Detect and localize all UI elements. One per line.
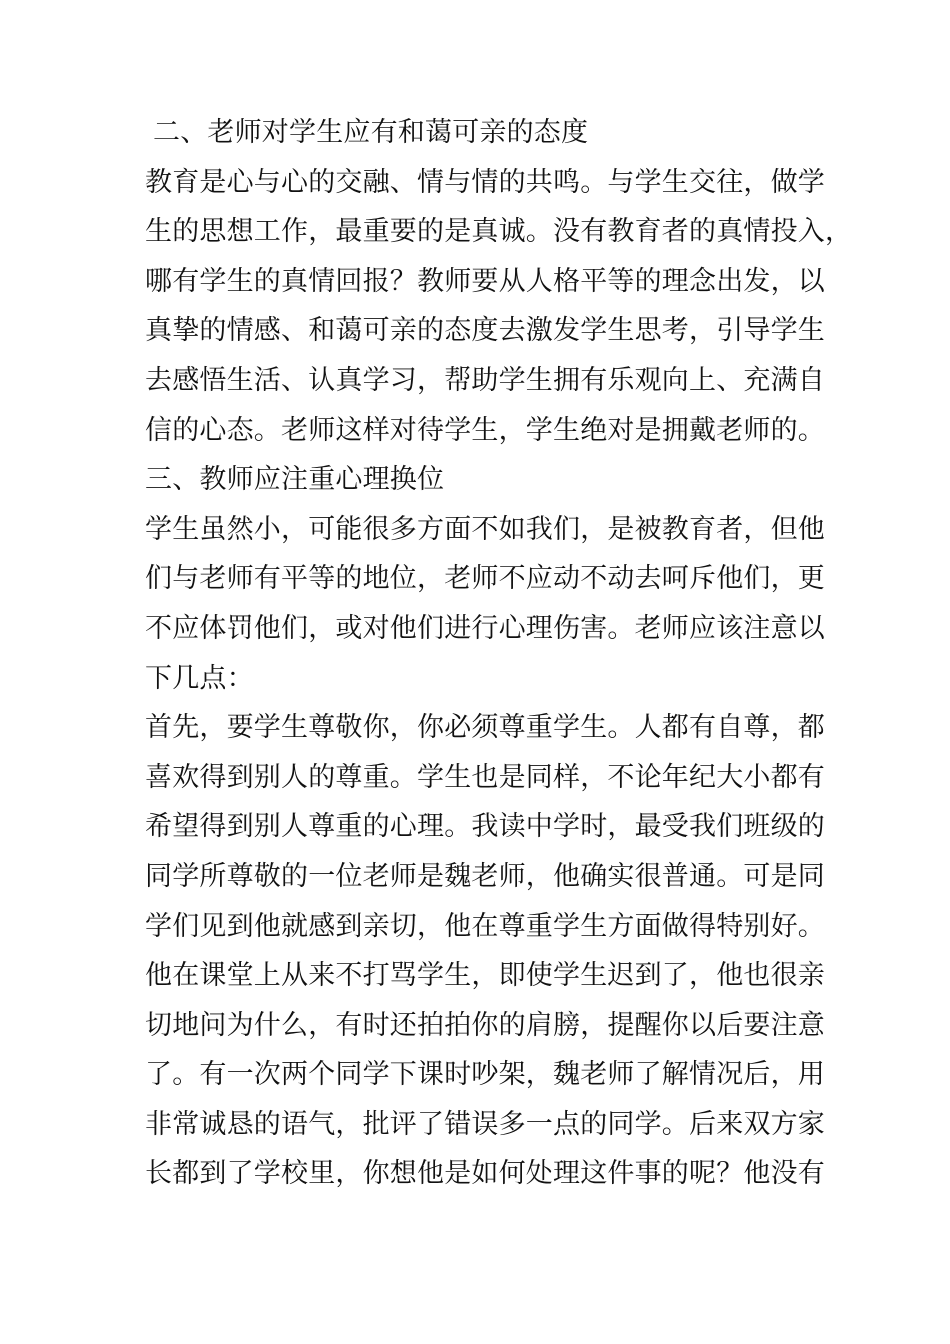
paragraph-line: 喜欢得到别人的尊重。学生也是同样，不论年纪大小都有 <box>145 761 825 793</box>
paragraph-line: 不应体罚他们，或对他们进行心理伤害。老师应该注意以 <box>145 612 825 644</box>
paragraph-line: 长都到了学校里，你想他是如何处理这件事的呢？他没有 <box>145 1158 825 1190</box>
paragraph-line: 他在课堂上从来不打骂学生，即使学生迟到了，他也很亲 <box>145 960 825 992</box>
paragraph-line: 希望得到别人尊重的心理。我读中学时，最受我们班级的 <box>145 811 825 843</box>
paragraph-line: 首先，要学生尊敬你，你必须尊重学生。人都有自尊，都 <box>145 712 825 744</box>
paragraph-line: 哪有学生的真情回报？教师要从人格平等的理念出发，以 <box>145 265 825 297</box>
document-body <box>145 108 853 1199</box>
paragraph-line: 去感悟生活、认真学习，帮助学生拥有乐观向上、充满自 <box>145 364 825 396</box>
paragraph-line: 们与老师有平等的地位，老师不应动不动去呵斥他们，更 <box>145 563 825 595</box>
paragraph-line: 真挚的情感、和蔼可亲的态度去激发学生思考，引导学生 <box>145 315 825 347</box>
paragraph-line: 下几点： <box>145 662 254 694</box>
paragraph-line: 了。有一次两个同学下课时吵架，魏老师了解情况后，用 <box>145 1059 825 1091</box>
paragraph-line: 生的思想工作，最重要的是真诚。没有教育者的真情投入， <box>145 216 853 248</box>
paragraph-line: 同学所尊敬的一位老师是魏老师，他确实很普通。可是同 <box>145 860 825 892</box>
paragraph-line: 非常诚恳的语气，批评了错误多一点的同学。后来双方家 <box>145 1108 825 1140</box>
paragraph-line: 学生虽然小，可能很多方面不如我们，是被教育者，但他 <box>145 513 825 545</box>
paragraph-line: 学们见到他就感到亲切，他在尊重学生方面做得特别好。 <box>145 910 825 942</box>
section-heading-2: 二、老师对学生应有和蔼可亲的态度 <box>153 117 589 148</box>
paragraph-line: 教育是心与心的交融、情与情的共鸣。与学生交往，做学 <box>145 166 825 198</box>
paragraph-line: 信的心态。老师这样对待学生，学生绝对是拥戴老师的。 <box>145 414 825 446</box>
paragraph-line: 切地问为什么，有时还拍拍你的肩膀，提醒你以后要注意 <box>145 1009 825 1041</box>
section-heading-3: 三、教师应注重心理换位 <box>145 464 445 496</box>
